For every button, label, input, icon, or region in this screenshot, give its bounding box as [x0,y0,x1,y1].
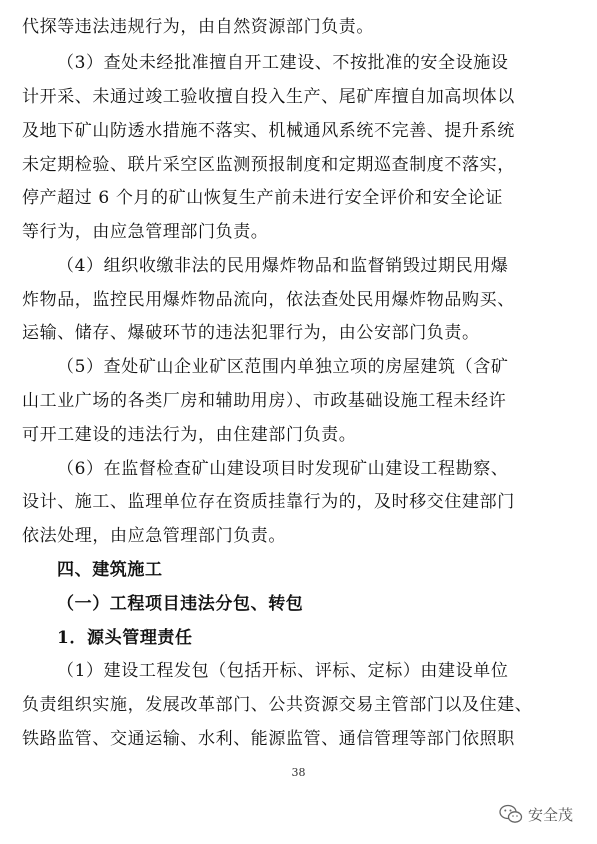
text-line-1: 代探等违法违规行为，由自然资源部门负责。 [22,17,374,37]
text-line-11: （5）查处矿山企业矿区范围内单独立项的房屋建筑（含矿 [57,357,509,377]
text-line-10: 运输、储存、爆破环节的违法犯罪行为，由公安部门负责。 [22,323,480,343]
text-line-8: （4）组织收缴非法的民用爆炸物品和监督销毁过期民用爆 [57,256,509,276]
text-line-13: 可开工建设的违法行为，由住建部门负责。 [22,425,357,445]
text-line-14: （6）在监督检查矿山建设项目时发现矿山建设工程勘察、 [57,459,509,479]
text-line-3: 计开采、未通过竣工验收擅自投入生产、尾矿库擅自加高坝体以 [22,87,515,107]
text-line-2: （3）查处未经批准擅自开工建设、不按批准的安全设施设 [57,53,509,73]
text-line-4: 及地下矿山防透水措施不落实、机械通风系统不完善、提升系统 [22,121,515,141]
item-heading: 1．源头管理责任 [57,628,193,648]
text-line-9: 炸物品，监控民用爆炸物品流向，依法查处民用爆炸物品购买、 [22,290,515,310]
text-line-6: 停产超过 6 个月的矿山恢复生产前未进行安全评价和安全论证 [22,188,504,208]
watermark [499,802,573,826]
section-heading: 四、建筑施工 [57,560,163,580]
text-line-16: 依法处理，由应急管理部门负责。 [22,526,286,546]
page-number: 38 [291,766,306,779]
text-line-21: 负责组织实施，发展改革部门、公共资源交易主管部门以及住建、 [22,695,533,715]
text-line-22: 铁路监管、交通运输、水利、能源监管、通信管理等部门依照职 [22,729,515,749]
text-line-7: 等行为，由应急管理部门负责。 [22,222,269,242]
subsection-heading: （一）工程项目违法分包、转包 [57,594,304,614]
text-line-5: 未定期检验、联片采空区监测预报制度和定期巡查制度不落实， [22,155,515,175]
wechat-icon [499,804,523,824]
text-line-20: （1）建设工程发包（包括开标、评标、定标）由建设单位 [57,661,509,681]
text-line-15: 设计、施工、监理单位存在资质挂靠行为的，及时移交住建部门 [22,492,515,512]
text-line-12: 山工业广场的各类厂房和辅助用房）、市政基础设施工程未经许 [22,391,507,411]
watermark-text: 安全茂 [527,805,573,824]
